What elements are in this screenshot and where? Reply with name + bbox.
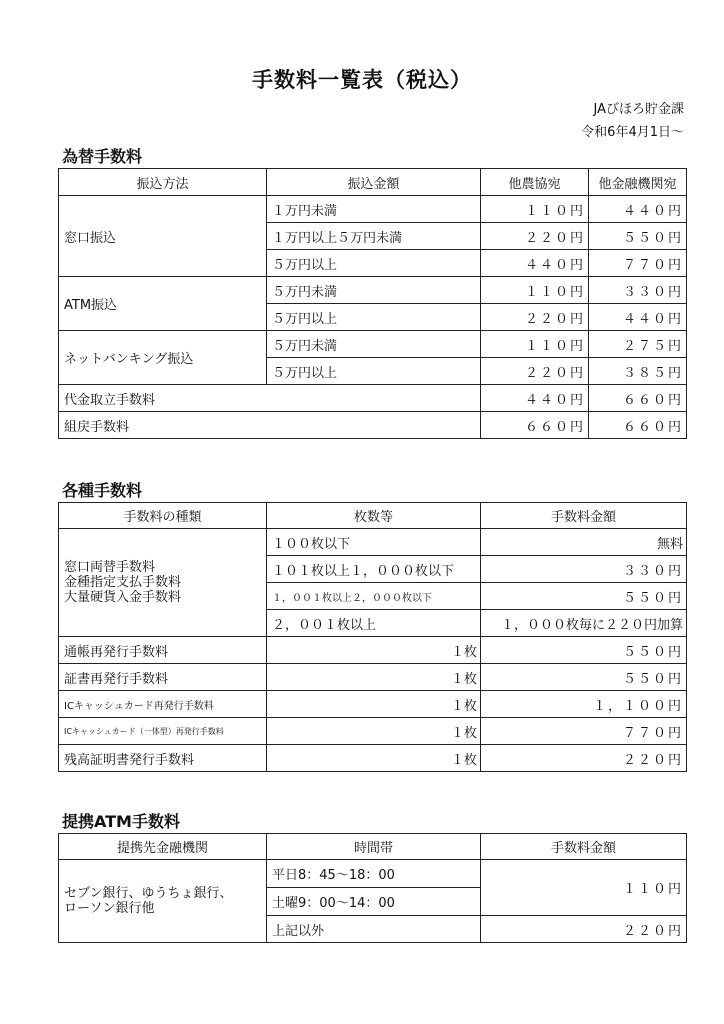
header-quantity: 枚数等 [267,503,481,529]
fee-other-ja: ２２０円 [481,223,589,250]
effective-date: 令和6年4月1日～ [581,125,684,140]
section-heading-transfer-fees: 為替手数料 [62,147,143,166]
fee-cell: ５５０円 [481,637,687,664]
table-header-row [59,834,687,860]
header-amount: 振込金額 [267,169,481,196]
fee-cell: ２２０円 [481,745,687,772]
table-row [59,196,687,223]
fee-cell: 無料 [481,529,687,556]
table-row [59,385,687,412]
time-slot-other: 上記以外 [267,916,481,943]
amount-cell: ５万円以上 [267,250,481,277]
fee-other-bank: ６６０円 [589,385,687,412]
header-fee-amount: 手数料金額 [481,503,687,529]
table-row [59,331,687,358]
fee-type-label: 残高証明書発行手数料 [59,745,267,772]
table-row [59,529,687,556]
transfer-fee-table [58,168,687,439]
partner-banks-line: ローソン銀行他 [64,901,155,916]
quantity-cell: １，００１枚以上２，０００枚以下 [267,583,481,610]
section-heading-misc-fees: 各種手数料 [62,481,143,500]
table-row [59,691,687,718]
fee-cell: ５５０円 [481,664,687,691]
table-row [59,745,687,772]
collection-fee-label: 代金取立手数料 [59,385,481,412]
table-header-row [59,503,687,529]
fee-other-bank: ２７５円 [589,331,687,358]
header-time-slot: 時間帯 [267,834,481,860]
amount-cell: ５万円未満 [267,277,481,304]
fee-cell: １，１００円 [481,691,687,718]
fee-other-bank: ３３０円 [589,277,687,304]
header-other-bank: 他金融機関宛 [589,169,687,196]
table-header-row [59,169,687,196]
fee-other-ja: １１０円 [481,331,589,358]
fee-other-ja: １１０円 [481,196,589,223]
amount-cell: １万円未満 [267,196,481,223]
fee-type-label: ICキャッシュカード再発行手数料 [59,691,267,718]
section-heading-partner-atm-fees: 提携ATM手数料 [62,812,180,831]
fee-cell: １，０００枚毎に２２０円加算 [481,610,687,637]
cancellation-fee-label: 組戻手数料 [59,412,481,439]
header-partner: 提携先金融機関 [59,834,267,860]
fee-cell: ５５０円 [481,583,687,610]
table-row [59,412,687,439]
quantity-cell: １枚 [267,745,481,772]
fee-other-bank: ４４０円 [589,304,687,331]
fee-other-ja: ４４０円 [481,250,589,277]
header-fee-amount: 手数料金額 [481,834,687,860]
fee-type-label: ICキャッシュカード（一体型）再発行手数料 [59,718,267,745]
fee-other-ja: ２２０円 [481,304,589,331]
header-other-ja: 他農協宛 [481,169,589,196]
fee-type-label: 証書再発行手数料 [59,664,267,691]
amount-cell: ５万円以上 [267,358,481,385]
amount-cell: ５万円未満 [267,331,481,358]
fee-other-bank: ５５０円 [589,223,687,250]
time-slot-saturday: 土曜9：00～14：00 [267,888,481,916]
fee-other-bank: ３８５円 [589,358,687,385]
partner-banks-line: セブン銀行、ゆうちょ銀行、 [64,886,233,901]
fee-cell: ２２０円 [481,916,687,943]
table-row [59,637,687,664]
fee-other-ja: １１０円 [481,277,589,304]
quantity-cell: １００枚以下 [267,529,481,556]
partner-atm-fee-table [58,833,687,943]
partner-banks [59,860,267,943]
coin-fee-label: 窓口両替手数料 [64,560,156,575]
header-fee-type: 手数料の種類 [59,503,267,529]
fee-other-bank: ６６０円 [589,412,687,439]
header-method: 振込方法 [59,169,267,196]
time-slot-weekday: 平日8：45～18：00 [267,860,481,888]
quantity-cell: ２，００１枚以上 [267,610,481,637]
quantity-cell: １枚 [267,637,481,664]
fee-other-bank: ７７０円 [589,250,687,277]
method-atm-transfer: ATM振込 [59,277,267,331]
coin-fee-label: 金種指定支払手数料 [64,575,182,590]
table-row [59,860,687,888]
quantity-cell: １枚 [267,664,481,691]
table-row [59,277,687,304]
fee-other-ja: ２２０円 [481,358,589,385]
method-net-banking: ネットバンキング振込 [59,331,267,385]
fee-other-bank: ４４０円 [589,196,687,223]
coin-fee-label: 大量硬貨入金手数料 [64,590,182,605]
fee-other-ja: ４４０円 [481,385,589,412]
organization-name: JAびほろ貯金課 [593,102,684,117]
quantity-cell: １０１枚以上１，０００枚以下 [267,556,481,583]
amount-cell: ５万円以上 [267,304,481,331]
coin-fee-labels [59,529,267,637]
fee-cell: １１０円 [481,860,687,916]
amount-cell: １万円以上５万円未満 [267,223,481,250]
table-row [59,664,687,691]
fee-cell: ７７０円 [481,718,687,745]
page-title: 手数料一覧表（税込） [252,68,472,92]
fee-other-ja: ６６０円 [481,412,589,439]
fee-cell: ３３０円 [481,556,687,583]
quantity-cell: １枚 [267,691,481,718]
method-counter-transfer: 窓口振込 [59,196,267,277]
misc-fee-table [58,502,687,772]
quantity-cell: １枚 [267,718,481,745]
table-row [59,718,687,745]
fee-type-label: 通帳再発行手数料 [59,637,267,664]
